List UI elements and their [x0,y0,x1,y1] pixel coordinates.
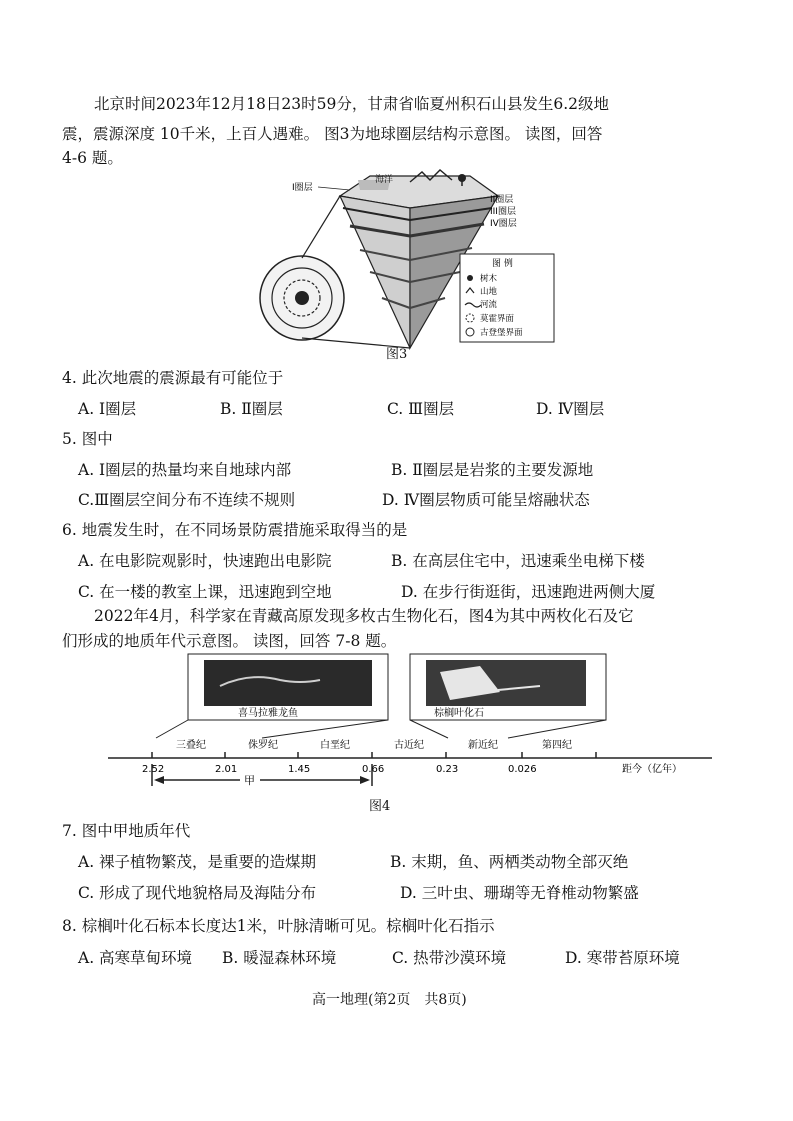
fig4-axis-label: 距今（亿年） [622,764,682,775]
fig4-fossil-left-label: 喜马拉雅龙鱼 [238,708,298,719]
fig3-label-layer2: II圈层 [490,195,514,205]
fig3-legend-tree: 树木 [480,274,498,284]
fig4-tick-1.45: 1.45 [288,764,311,775]
fig3-label-layer3: III圈层 [490,207,516,217]
q6-option-d: D. 在步行街逛街，迅速跑进两侧大厦 [401,583,656,601]
fig4-caption: 图4 [369,799,391,814]
tree-icon [467,275,473,281]
fig3-legend-mountain: 山地 [480,287,498,297]
q5-option-a: A. Ⅰ圈层的热量均来自地球内部 [78,461,292,479]
q6-stem: 6. 地震发生时，在不同场景防震措施采取得当的是 [62,521,408,539]
fig3-label-layer4: IV圈层 [490,219,517,229]
q4-option-b: B. Ⅱ圈层 [220,400,283,418]
fig4-tick-2.52: 2.52 [142,764,165,775]
intro2-line2: 们形成的地质年代示意图。 读图，回答 7-8 题。 [62,632,397,650]
q8-option-d: D. 寒带苔原环境 [565,949,680,967]
q5-option-b: B. Ⅱ圈层是岩浆的主要发源地 [391,461,594,479]
fig4-tick-2.01: 2.01 [215,764,238,775]
fig3-caption: 图3 [386,347,408,362]
q8-stem: 8. 棕榈叶化石标本长度达1米，叶脉清晰可见。棕榈叶化石指示 [62,917,495,935]
left-arrow-icon [154,776,164,784]
q8-option-c: C. 热带沙漠环境 [392,949,507,967]
q7-option-c: C. 形成了现代地貌格局及海陆分布 [78,884,317,902]
fig4-fossil-right-label: 棕榈叶化石 [434,708,484,719]
right-arrow-icon [360,776,370,784]
intro1-line3: 4-6 题。 [62,149,123,167]
fig3-legend-gutenberg: 古登堡界面 [480,328,523,338]
page-footer: 高一地理(第2页 共8页) [312,992,467,1008]
fig3-legend-title: 图 例 [492,259,513,269]
intro1-line1: 北京时间2023年12月18日23时59分，甘肃省临夏州积石山县发生6.2级地 [94,95,609,113]
q4-option-d: D. Ⅳ圈层 [536,400,605,418]
fig3-legend-moho: 莫霍界面 [480,314,515,324]
q5-option-d: D. Ⅳ圈层物质可能呈熔融状态 [382,491,590,509]
fig4-period-paleogene: 古近纪 [394,740,424,751]
fig4-period-neogene: 新近纪 [468,740,498,751]
q6-option-c: C. 在一楼的教室上课，迅速跑到空地 [78,583,332,601]
q7-option-d: D. 三叶虫、珊瑚等无脊椎动物繁盛 [400,884,639,902]
intro2-line1: 2022年4月，科学家在青藏高原发现多枚古生物化石，图4为其中两枚化石及它 [94,607,634,625]
fig3-label-layer1: I圈层 [292,183,313,193]
intro1-line2: 震，震源深度 10千米，上百人遇难。 图3为地球圈层结构示意图。 读图，回答 [62,125,603,143]
figure-3-earth-layers [240,168,570,360]
fig4-tick-0.23: 0.23 [436,764,459,775]
fig3-label-ocean: 海洋 [375,175,394,185]
q7-option-a: A. 裸子植物繁茂，是重要的造煤期 [78,853,317,871]
fig4-period-quaternary: 第四纪 [542,740,572,751]
q8-option-a: A. 高寒草甸环境 [78,949,193,967]
q4-option-c: C. Ⅲ圈层 [387,400,455,418]
q7-stem: 7. 图中甲地质年代 [62,822,191,840]
fig4-tick-0.026: 0.026 [508,764,537,775]
q7-option-b: B. 末期，鱼、两栖类动物全部灭绝 [390,853,629,871]
q8-option-b: B. 暖湿森林环境 [222,949,337,967]
q4-stem: 4. 此次地震的震源最有可能位于 [62,369,284,387]
q6-option-a: A. 在电影院观影时，快速跑出电影院 [78,552,332,570]
fig4-period-jurassic: 侏罗纪 [248,740,278,751]
q6-option-b: B. 在高层住宅中，迅速乘坐电梯下楼 [391,552,645,570]
fig4-tick-0.66: 0.66 [362,764,385,775]
fig4-bracket-label: 甲 [244,774,255,787]
q4-option-a: A. Ⅰ圈层 [78,400,137,418]
fig3-legend-river: 河流 [480,300,498,310]
figure-4-timeline [100,652,720,792]
q5-stem: 5. 图中 [62,430,113,448]
fig4-period-triassic: 三叠纪 [176,740,206,751]
q5-option-c: C.Ⅲ圈层空间分布不连续不规则 [78,491,296,509]
fig4-period-cretaceous: 白垩纪 [320,740,350,751]
